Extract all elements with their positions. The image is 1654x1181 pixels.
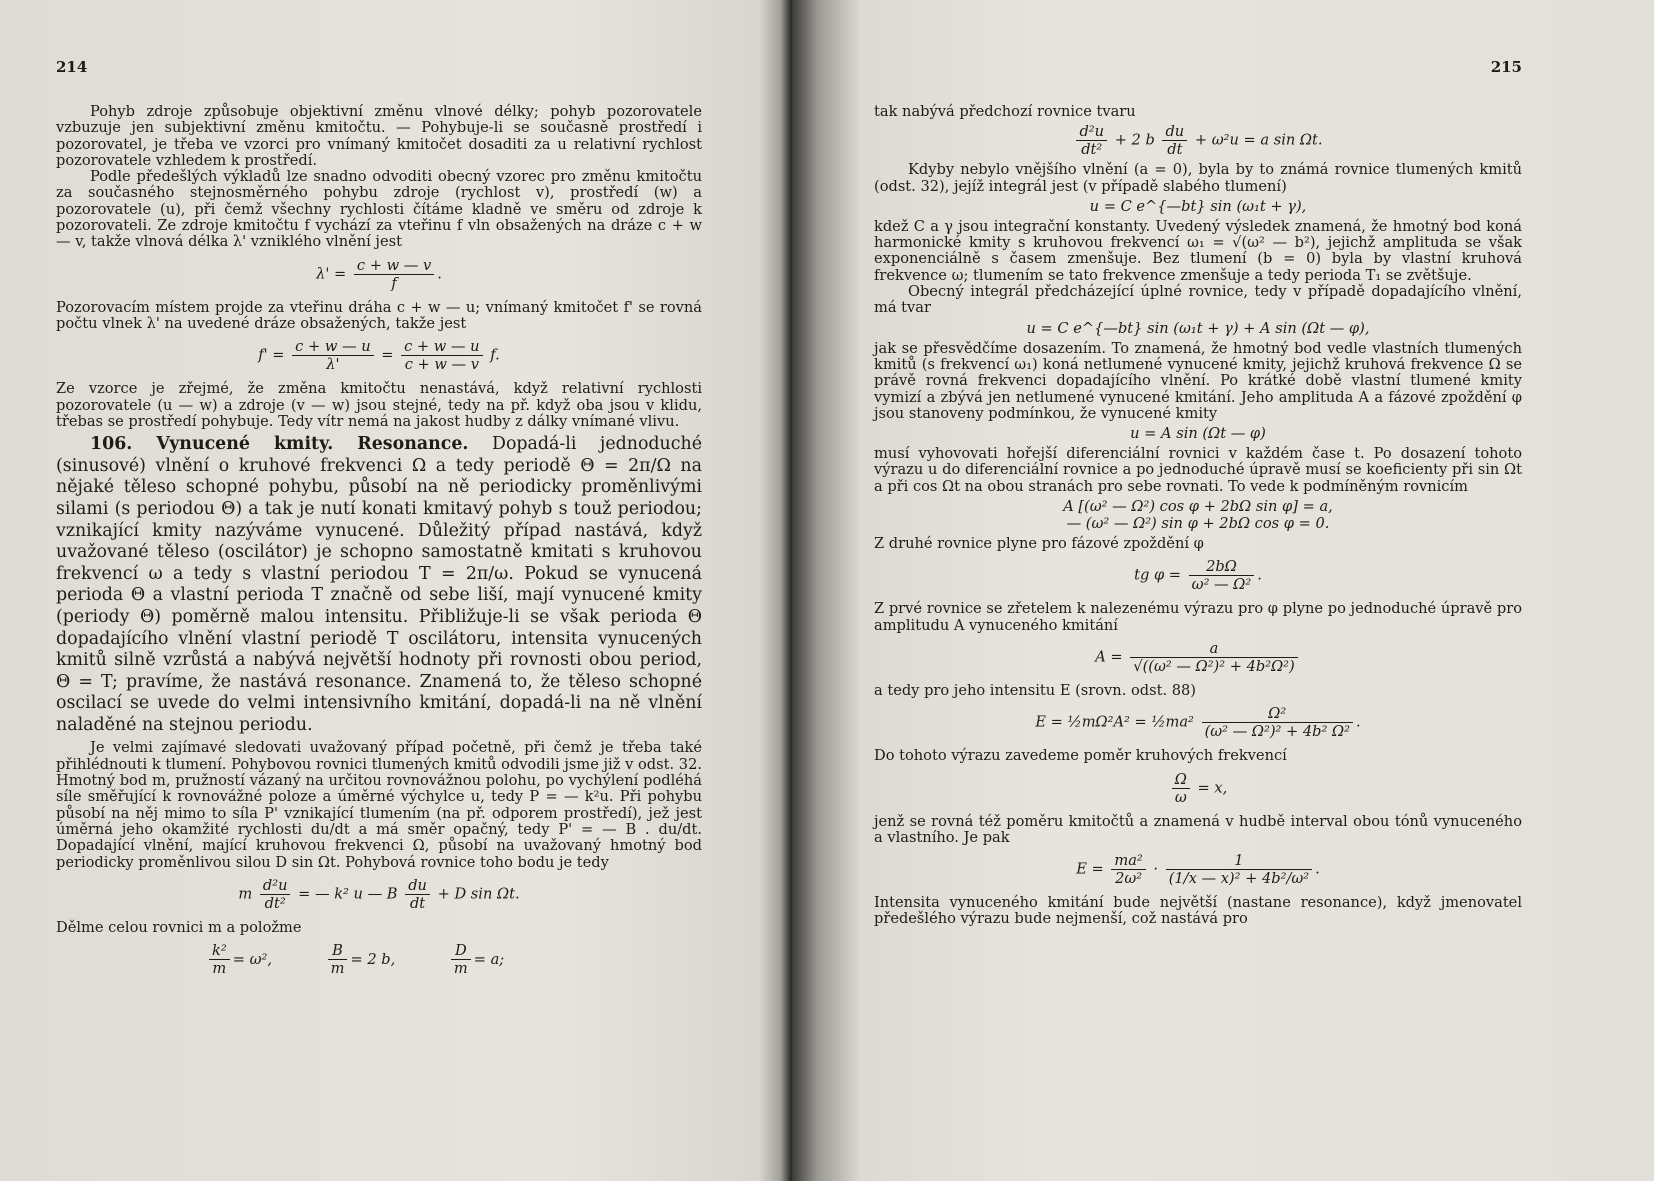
paragraph: Intensita vynuceného kmitání bude největší (nastane resonance), když jmenovatel předešlého výrazu bude nejmenší, což nastává pro: [874, 894, 1522, 928]
equation-ratio: $\frac{\Omega}{\omega}$ = x,: [874, 771, 1522, 806]
paragraph: jak se přesvědčíme dosazením. To znamená, že hmotný bod vedle vlastních tlumených kmitů (s frekvencí ω₁) koná netlumené vynucené kmity, jejichž kruhová frekvence Ω se právě rovná frekvenci dopadajícího vlnění. Po krátké době vlastní tlumené kmity vymizí a zbývá jen netlumené vynucené kmitání. Jeho amplituda A a fázové zpoždění φ jsou stanoveny podmínkou, že vynucené kmity: [874, 339, 1522, 422]
equation-condition-2: — (ω² — Ω²) sin φ + 2bΩ cos φ = 0.: [1066, 515, 1330, 533]
paragraph: tak nabývá předchozí rovnice tvaru: [874, 103, 1136, 120]
left-column: [56, 58, 702, 985]
equation-intensity: E = ½mΩ²A² = ½ma² $\frac{\text{Ω²}}{\text{(ω² — Ω²)² + 4b² Ω²}}$ .: [1035, 705, 1361, 741]
equation-damped-solution: u = C e^{—bt} sin (ω₁t + γ),: [1089, 197, 1307, 215]
equation-phase: tg φ = $\frac{2b\Omega}{\text{ω² — Ω²}}$ .: [1134, 558, 1262, 594]
right-column: [874, 58, 1522, 928]
paragraph: Z prvé rovnice se zřetelem k nalezenému výrazu pro φ plyne po jednoduché úpravě pro amplitudu A vynuceného kmitání: [874, 600, 1522, 634]
paragraph: a tedy pro jeho intensitu E (srovn. odst. 88): [874, 681, 1197, 699]
paragraph: Pohyb zdroje způsobuje objektivní změnu vlnové délky; pohyb pozorovatele vzbuzuje jen subjektivní změnu kmitočtu. — Pohybuje-li se současně prostředí i pozorovatel, je třeba ve vzorci pro vnímaný kmitočet dosaditi za u relativní rychlost pozorovatele vzhledem k prostředí.: [56, 103, 702, 169]
paragraph: Dělme celou rovnici m a položme: [56, 918, 302, 936]
paragraph: Je velmi zajímavé sledovati uvažovaný případ početně, při čemž je třeba také přihlédnouti k tlumení. Pohybovou rovnici tlumených kmitů odvodili jsme již v odst. 32. Hmotný bod m, pružností vázaný na určitou rovnovážnou polohu, po vychýlení podléhá síle směřující k rovnovážné poloze a úměrné výchylce u, tedy P = — k²u. Při pohybu působí na něj mimo to síla P' vznikající tlumením (na př. odporem prostředí), jež jest úměrná jeho okamžité rychlosti du/dt a má směr opačný, tedy P' = — B . du/dt. Dopadající vlnění, mající kruhovou frekvenci Ω, působí na uvažovaný hmotný bod periodicky proměnlivou silou D sin Ωt. Pohybová rovnice toho bodu je tedy: [56, 739, 702, 871]
right-page: [792, 0, 1654, 1181]
equation-substitutions: $\frac{\text{k²}}{m}$ = ω², $\frac{B}{m}$ = 2 b, $\frac{D}{m}$ = a;: [56, 942, 702, 977]
page-number-right: 215: [1490, 58, 1522, 76]
page-number-left: 214: [56, 58, 88, 76]
paragraph: jenž se rovná též poměru kmitočtů a znamená v hudbě interval obou tónů vynuceného a vlastního. Je pak: [874, 812, 1522, 846]
paragraph: Kdyby nebylo vnějšího vlnění (a = 0), byla by to známá rovnice tlumených kmitů (odst. 32), jejíž integrál jest (v případě slabého tlumení): [874, 161, 1522, 195]
equation-condition-1: A [(ω² — Ω²) cos φ + 2bΩ sin φ] = a,: [1063, 498, 1333, 516]
paragraph: Pozorovacím místem projde za vteřinu dráha c + w — u; vnímaný kmitočet f' se rovná počtu vlnek λ' na uvedené dráze obsažených, takže jest: [56, 298, 702, 332]
paragraph: Do tohoto výrazu zavedeme poměr kruhových frekvencí: [874, 747, 1287, 765]
equation-forced-solution: u = A sin (Ωt — φ): [1130, 425, 1266, 443]
equation-motion: m $\frac{\text{d²u}}{\text{dt²}}$ = — k² u — B $\frac{du}{dt}$ + D sin Ωt.: [238, 876, 520, 912]
paragraph: kdež C a γ jsou integrační konstanty. Uvedený výsledek znamená, že hmotný bod koná harmonické kmity s kruhovou frekvencí ω₁ = √(ω² — b²), jejichž amplituda se však exponenciálně s časem zmenšuje. Bez tlumení (b = 0) byla by vlastní kruhová frekvence ω; tlumením se tato frekvence zmenšuje a tedy perioda T₁ se zvětšuje.: [874, 217, 1522, 284]
equation-wavelength: λ' = $\frac{c + w — v}{f}$ .: [316, 256, 442, 292]
equation-forced: $\frac{\text{d²u}}{\text{dt²}}$ + 2 b $\frac{du}{dt}$ + ω²u = a sin Ωt.: [874, 123, 1522, 158]
paragraph: musí vyhovovati hořejší diferenciální rovnici v každém čase t. Po dosazení tohoto výrazu u do diferenciální rovnice a po jednoduché úpravě musí se koeficienty při sin Ωt a při cos Ωt na obou stranách pro sebe rovnati. To vede k podmíněným rovnicím: [874, 445, 1522, 495]
equation-intensity-ratio: E = $\frac{\text{ma²}}{\text{2ω²}}$ · $\frac{1}{\text{(1/x — x)² + 4b²/ω²}}$ .: [1076, 852, 1320, 888]
paragraph: Podle předešlých výkladů lze snadno odvoditi obecný vzorec pro změnu kmitočtu za současného stejnosměrného pohybu zdroje (rychlost v), prostředí (w) a pozorovatele (u), při čemž všechny rychlosti čítáme kladně ve směru od zdroje k pozorovateli. Ze zdroje kmitočtu f vychází za vteřinu f vln obsažených na dráze c + w — v, takže vlnová délka λ' vzniklého vlnění jest: [56, 168, 702, 251]
equation-amplitude: A = $\frac{a}{\text{√((ω² — Ω²)² + 4b²Ω²)}}$: [874, 640, 1522, 675]
section-paragraph: 106. Vynucené kmity. Resonance. Dopadá-li jednoduché (sinusové) vlnění o kruhové frekvenci Ω a tedy periodě Θ = 2π/Ω na nějaké těleso schopné pohybu, působí na ně periodicky proměnlivými silami (s periodou Θ) a tak je nutí konati kmitavý pohyb s touž periodou; vznikající kmity nazýváme vynucené. Důležitý případ nastává, když uvažované těleso (oscilátor) je schopno samostatně kmitati s kruhovou frekvencí ω a tedy s vlastní periodou T = 2π/ω. Pokud se vynucená perioda Θ a vlastní perioda T značně od sebe liší, mají vynucené kmity (periody Θ) poměrně malou intensitu. Přibližuje-li se však perioda Θ dopadajícího vlnění vlastní periodě T oscilátoru, intensita vynucených kmitů silně vzrůstá a nabývá největší hodnoty při rovnosti obou period, Θ = T; pravíme, že nastává resonance. Znamená to, že těleso schopné oscilací se uvede do velmi intensivního kmitání, dopadá-li na ně vlnění naladěné na stejnou periodu.: [56, 434, 702, 735]
equation-frequency: f' = $\frac{c + w — u}{\lambda'}$ = $\frac{c + w — u}{c + w — v}$ f.: [258, 338, 500, 374]
paragraph: Z druhé rovnice plyne pro fázové zpoždění φ: [874, 535, 1204, 553]
paragraph: Obecný integrál předcházející úplné rovnice, tedy v případě dopadajícího vlnění, má tvar: [874, 283, 1522, 317]
section-heading: 106. Vynucené kmity. Resonance.: [90, 434, 469, 455]
paragraph: Ze vzorce je zřejmé, že změna kmitočtu nenastává, když relativní rychlosti pozorovatele (u — w) a zdroje (v — w) jsou stejné, tedy na př. když oba jsou v klidu, třebas se prostředí pohybuje. Tedy vítr nemá na jakost hudby z dálky vnímané vlivu.: [56, 380, 702, 430]
equation-general-solution: u = C e^{—bt} sin (ω₁t + γ) + A sin (Ωt — φ),: [1026, 319, 1370, 337]
left-page: [0, 0, 790, 1181]
